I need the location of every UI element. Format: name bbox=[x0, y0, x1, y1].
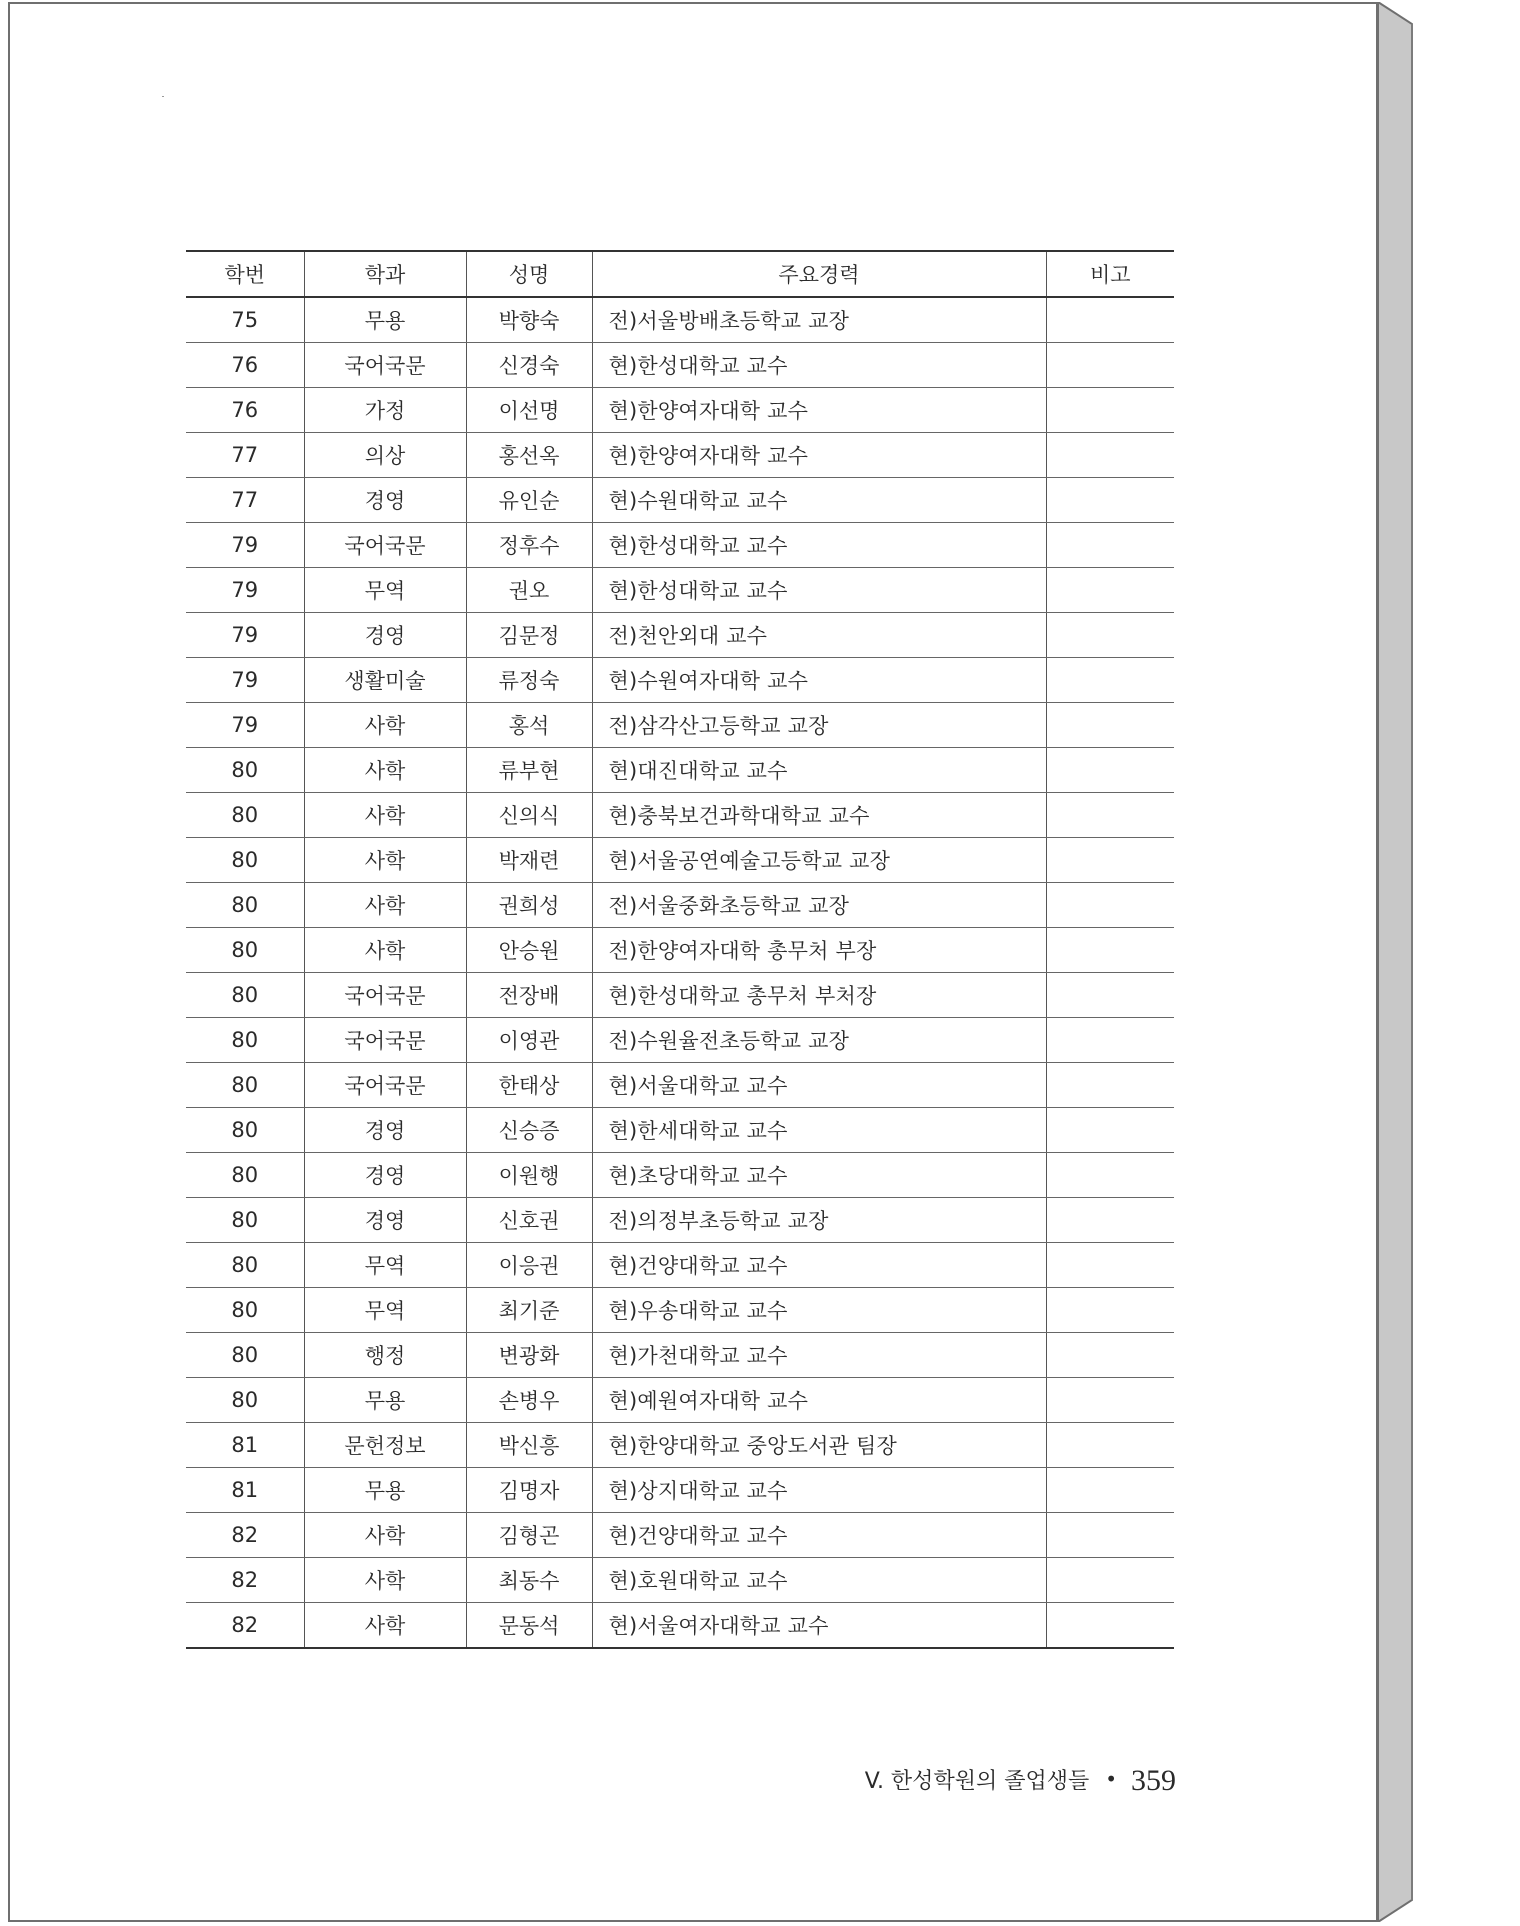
cell-career: 현)예원여자대학 교수 bbox=[592, 1378, 1046, 1423]
cell-note bbox=[1046, 1333, 1174, 1378]
table-row bbox=[186, 1063, 1174, 1108]
cell-career: 현)호원대학교 교수 bbox=[592, 1558, 1046, 1603]
cell-department: 사학 bbox=[304, 838, 466, 883]
cell-name: 한태상 bbox=[466, 1063, 592, 1108]
table-row bbox=[186, 1468, 1174, 1513]
cell-career: 현)우송대학교 교수 bbox=[592, 1288, 1046, 1333]
cell-department: 의상 bbox=[304, 433, 466, 478]
cell-name: 이선명 bbox=[466, 388, 592, 433]
cell-career: 현)서울여자대학교 교수 bbox=[592, 1603, 1046, 1649]
cell-name: 안승원 bbox=[466, 928, 592, 973]
cell-name: 권희성 bbox=[466, 883, 592, 928]
cell-student-id: 80 bbox=[186, 928, 304, 973]
cell-note bbox=[1046, 793, 1174, 838]
page-footer bbox=[865, 1764, 1176, 1798]
cell-name: 최기준 bbox=[466, 1288, 592, 1333]
cell-note bbox=[1046, 297, 1174, 343]
cell-name: 홍석 bbox=[466, 703, 592, 748]
table-row bbox=[186, 1198, 1174, 1243]
cell-student-id: 77 bbox=[186, 433, 304, 478]
table-row bbox=[186, 1558, 1174, 1603]
cell-career: 전)한양여자대학 총무처 부장 bbox=[592, 928, 1046, 973]
cell-career: 현)충북보건과학대학교 교수 bbox=[592, 793, 1046, 838]
cell-student-id: 79 bbox=[186, 658, 304, 703]
cell-student-id: 82 bbox=[186, 1558, 304, 1603]
cell-name: 류정숙 bbox=[466, 658, 592, 703]
cell-student-id: 80 bbox=[186, 1063, 304, 1108]
cell-department: 경영 bbox=[304, 613, 466, 658]
table-row bbox=[186, 388, 1174, 433]
cell-note bbox=[1046, 388, 1174, 433]
cell-career: 전)천안외대 교수 bbox=[592, 613, 1046, 658]
cell-note bbox=[1046, 1153, 1174, 1198]
table-row bbox=[186, 1378, 1174, 1423]
cell-department: 생활미술 bbox=[304, 658, 466, 703]
table-row bbox=[186, 568, 1174, 613]
cell-student-id: 79 bbox=[186, 568, 304, 613]
table-row bbox=[186, 613, 1174, 658]
table-row bbox=[186, 478, 1174, 523]
cell-note bbox=[1046, 748, 1174, 793]
cell-name: 권오 bbox=[466, 568, 592, 613]
cell-department: 무용 bbox=[304, 1468, 466, 1513]
cell-department: 무역 bbox=[304, 1288, 466, 1333]
header-department: 학과 bbox=[304, 251, 466, 297]
cell-student-id: 80 bbox=[186, 883, 304, 928]
table-row bbox=[186, 1513, 1174, 1558]
header-student-id: 학번 bbox=[186, 251, 304, 297]
cell-student-id: 81 bbox=[186, 1423, 304, 1468]
page-number: 359 bbox=[1131, 1764, 1176, 1797]
cell-career: 현)한성대학교 교수 bbox=[592, 343, 1046, 388]
table-row bbox=[186, 928, 1174, 973]
cell-career: 현)한양여자대학 교수 bbox=[592, 388, 1046, 433]
cell-name: 김문정 bbox=[466, 613, 592, 658]
cell-name: 김형곤 bbox=[466, 1513, 592, 1558]
table-row bbox=[186, 748, 1174, 793]
cell-name: 손병우 bbox=[466, 1378, 592, 1423]
cell-career: 현)한세대학교 교수 bbox=[592, 1108, 1046, 1153]
cell-note bbox=[1046, 1513, 1174, 1558]
cell-name: 유인순 bbox=[466, 478, 592, 523]
alumni-table bbox=[186, 250, 1174, 1649]
cell-name: 류부현 bbox=[466, 748, 592, 793]
cell-department: 무역 bbox=[304, 1243, 466, 1288]
chapter-title: V. 한성학원의 졸업생들 bbox=[864, 1769, 1090, 1794]
cell-note bbox=[1046, 1243, 1174, 1288]
cell-career: 현)수원여자대학 교수 bbox=[592, 658, 1046, 703]
cell-department: 사학 bbox=[304, 928, 466, 973]
cell-name: 이영관 bbox=[466, 1018, 592, 1063]
cell-name: 박신흥 bbox=[466, 1423, 592, 1468]
cell-career: 현)건양대학교 교수 bbox=[592, 1243, 1046, 1288]
table-row bbox=[186, 838, 1174, 883]
cell-career: 전)서울중화초등학교 교장 bbox=[592, 883, 1046, 928]
cell-note bbox=[1046, 1288, 1174, 1333]
cell-name: 이응권 bbox=[466, 1243, 592, 1288]
cell-career: 전)의정부초등학교 교장 bbox=[592, 1198, 1046, 1243]
cell-student-id: 79 bbox=[186, 523, 304, 568]
table-body bbox=[186, 297, 1174, 1648]
cell-department: 무용 bbox=[304, 297, 466, 343]
cell-student-id: 79 bbox=[186, 613, 304, 658]
cell-student-id: 80 bbox=[186, 1198, 304, 1243]
cell-department: 사학 bbox=[304, 1558, 466, 1603]
cell-career: 현)수원대학교 교수 bbox=[592, 478, 1046, 523]
cell-note bbox=[1046, 838, 1174, 883]
cell-career: 현)한양여자대학 교수 bbox=[592, 433, 1046, 478]
cell-department: 국어국문 bbox=[304, 1063, 466, 1108]
table-row bbox=[186, 523, 1174, 568]
cell-note bbox=[1046, 478, 1174, 523]
cell-student-id: 81 bbox=[186, 1468, 304, 1513]
cell-department: 국어국문 bbox=[304, 523, 466, 568]
header-note: 비고 bbox=[1046, 251, 1174, 297]
cell-name: 박향숙 bbox=[466, 297, 592, 343]
cell-student-id: 80 bbox=[186, 1378, 304, 1423]
cell-student-id: 80 bbox=[186, 838, 304, 883]
cell-career: 현)한양대학교 중앙도서관 팀장 bbox=[592, 1423, 1046, 1468]
cell-department: 국어국문 bbox=[304, 343, 466, 388]
cell-name: 이원행 bbox=[466, 1153, 592, 1198]
table-row bbox=[186, 1333, 1174, 1378]
cell-department: 국어국문 bbox=[304, 1018, 466, 1063]
table-row bbox=[186, 703, 1174, 748]
cell-career: 전)수원율전초등학교 교장 bbox=[592, 1018, 1046, 1063]
cell-career: 현)가천대학교 교수 bbox=[592, 1333, 1046, 1378]
cell-department: 문헌정보 bbox=[304, 1423, 466, 1468]
header-career: 주요경력 bbox=[592, 251, 1046, 297]
cell-career: 현)초당대학교 교수 bbox=[592, 1153, 1046, 1198]
cell-department: 경영 bbox=[304, 1198, 466, 1243]
cell-note bbox=[1046, 1108, 1174, 1153]
cell-student-id: 80 bbox=[186, 1243, 304, 1288]
table-row bbox=[186, 297, 1174, 343]
page-edge-shadow bbox=[1378, 2, 1420, 1922]
cell-note bbox=[1046, 1378, 1174, 1423]
cell-student-id: 82 bbox=[186, 1513, 304, 1558]
cell-student-id: 79 bbox=[186, 703, 304, 748]
cell-note bbox=[1046, 1603, 1174, 1649]
cell-student-id: 76 bbox=[186, 343, 304, 388]
cell-name: 신경숙 bbox=[466, 343, 592, 388]
cell-note bbox=[1046, 1423, 1174, 1468]
table-row bbox=[186, 1423, 1174, 1468]
table-row bbox=[186, 793, 1174, 838]
cell-department: 국어국문 bbox=[304, 973, 466, 1018]
footer-bullet: • bbox=[1105, 1767, 1117, 1791]
table-row bbox=[186, 658, 1174, 703]
cell-department: 경영 bbox=[304, 1153, 466, 1198]
table-row bbox=[186, 973, 1174, 1018]
cell-name: 정후수 bbox=[466, 523, 592, 568]
cell-career: 현)한성대학교 교수 bbox=[592, 523, 1046, 568]
cell-career: 현)서울공연예술고등학교 교장 bbox=[592, 838, 1046, 883]
table-row bbox=[186, 1108, 1174, 1153]
cell-note bbox=[1046, 343, 1174, 388]
cell-name: 전장배 bbox=[466, 973, 592, 1018]
cell-student-id: 80 bbox=[186, 793, 304, 838]
cell-name: 변광화 bbox=[466, 1333, 592, 1378]
cell-department: 경영 bbox=[304, 1108, 466, 1153]
cell-career: 현)한성대학교 교수 bbox=[592, 568, 1046, 613]
cell-department: 사학 bbox=[304, 793, 466, 838]
cell-student-id: 80 bbox=[186, 1018, 304, 1063]
cell-department: 행정 bbox=[304, 1333, 466, 1378]
table-row bbox=[186, 1288, 1174, 1333]
cell-student-id: 80 bbox=[186, 973, 304, 1018]
cell-department: 사학 bbox=[304, 883, 466, 928]
cell-career: 현)대진대학교 교수 bbox=[592, 748, 1046, 793]
cell-student-id: 75 bbox=[186, 297, 304, 343]
cell-name: 김명자 bbox=[466, 1468, 592, 1513]
cell-career: 전)서울방배초등학교 교장 bbox=[592, 297, 1046, 343]
cell-note bbox=[1046, 973, 1174, 1018]
table-row bbox=[186, 883, 1174, 928]
cell-note bbox=[1046, 568, 1174, 613]
cell-name: 문동석 bbox=[466, 1603, 592, 1649]
table-row bbox=[186, 1018, 1174, 1063]
cell-note bbox=[1046, 523, 1174, 568]
cell-department: 사학 bbox=[304, 748, 466, 793]
cell-note bbox=[1046, 928, 1174, 973]
cell-career: 현)건양대학교 교수 bbox=[592, 1513, 1046, 1558]
cell-note bbox=[1046, 883, 1174, 928]
cell-student-id: 80 bbox=[186, 1108, 304, 1153]
cell-note bbox=[1046, 433, 1174, 478]
cell-name: 홍선옥 bbox=[466, 433, 592, 478]
cell-department: 가정 bbox=[304, 388, 466, 433]
cell-department: 무용 bbox=[304, 1378, 466, 1423]
table-row bbox=[186, 433, 1174, 478]
cell-career: 전)삼각산고등학교 교장 bbox=[592, 703, 1046, 748]
cell-student-id: 77 bbox=[186, 478, 304, 523]
cell-career: 현)한성대학교 총무처 부처장 bbox=[592, 973, 1046, 1018]
cell-note bbox=[1046, 658, 1174, 703]
cell-note bbox=[1046, 1468, 1174, 1513]
cell-department: 사학 bbox=[304, 703, 466, 748]
cell-student-id: 76 bbox=[186, 388, 304, 433]
cell-department: 사학 bbox=[304, 1513, 466, 1558]
cell-student-id: 80 bbox=[186, 1153, 304, 1198]
cell-note bbox=[1046, 1063, 1174, 1108]
cell-student-id: 82 bbox=[186, 1603, 304, 1649]
cell-student-id: 80 bbox=[186, 1288, 304, 1333]
cell-career: 현)서울대학교 교수 bbox=[592, 1063, 1046, 1108]
cell-name: 신호권 bbox=[466, 1198, 592, 1243]
table-row bbox=[186, 1603, 1174, 1649]
cell-department: 경영 bbox=[304, 478, 466, 523]
table-row bbox=[186, 343, 1174, 388]
cell-student-id: 80 bbox=[186, 748, 304, 793]
table-row bbox=[186, 1153, 1174, 1198]
cell-student-id: 80 bbox=[186, 1333, 304, 1378]
cell-career: 현)상지대학교 교수 bbox=[592, 1468, 1046, 1513]
cell-note bbox=[1046, 1558, 1174, 1603]
cell-note bbox=[1046, 1018, 1174, 1063]
cell-name: 박재련 bbox=[466, 838, 592, 883]
cell-note bbox=[1046, 1198, 1174, 1243]
scan-speck bbox=[162, 96, 164, 97]
cell-department: 무역 bbox=[304, 568, 466, 613]
cell-name: 신승증 bbox=[466, 1108, 592, 1153]
table-row bbox=[186, 1243, 1174, 1288]
cell-note bbox=[1046, 703, 1174, 748]
table-header-row bbox=[186, 251, 1174, 297]
header-name: 성명 bbox=[466, 251, 592, 297]
cell-name: 신의식 bbox=[466, 793, 592, 838]
cell-name: 최동수 bbox=[466, 1558, 592, 1603]
cell-department: 사학 bbox=[304, 1603, 466, 1649]
cell-note bbox=[1046, 613, 1174, 658]
